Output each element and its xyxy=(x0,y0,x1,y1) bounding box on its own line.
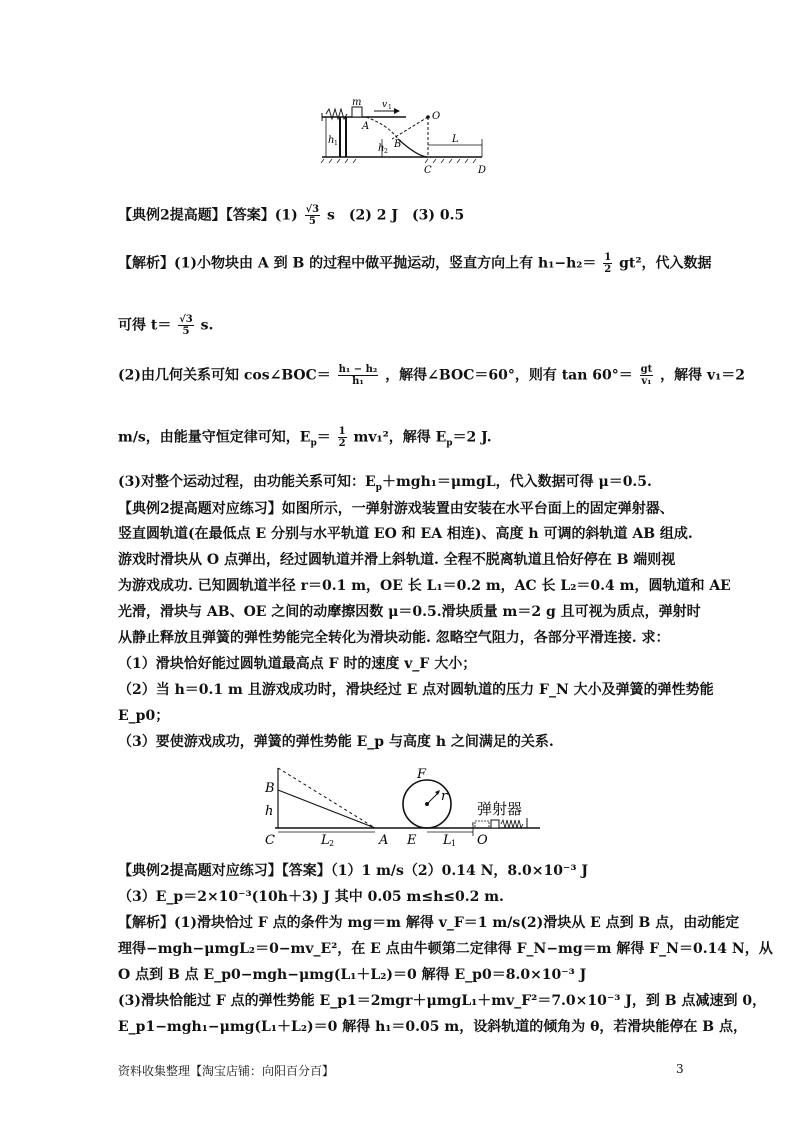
fig2-h: h xyxy=(265,804,274,819)
ex2-para-2: 竖直圆轨道(在最低点 E 分别与水平轨道 EO 和 EA 相连)、高度 h 可调的斜轨道 AB 组成. xyxy=(118,526,693,542)
fig2-A: A xyxy=(379,833,389,848)
fig2-launcher-label: 弹射器 xyxy=(477,800,523,818)
fig1-B: B xyxy=(394,139,402,150)
fig2-E: E xyxy=(407,833,417,848)
ex2-question-2b: E_p0； xyxy=(118,708,170,724)
ex2-solution-3: O 点到 B 点 E_p0−mgh−μmg(L₁＋L₂)＝0 解得 E_p0＝8.0×10⁻³ J xyxy=(118,967,587,983)
fig1-h2-sub: 2 xyxy=(384,148,388,155)
fig1-m: m xyxy=(352,97,362,108)
fig2-r: r xyxy=(441,789,448,804)
fig2-L1: L xyxy=(443,833,452,848)
ex2-para-4: 为游戏成功. 已知圆轨道半径 r＝0.1 m，OE 长 L₁＝0.2 m，AC 长 L₂＝0.4 m，圆轨道和 AE xyxy=(118,578,731,594)
footer-source: 资料收集整理【淘宝店铺：向阳百分百】 xyxy=(118,1064,335,1078)
fig1-O: O xyxy=(432,111,441,122)
ex2-answer-1: 【典例2提高题对应练习】【答案】（1）1 m/s（2）0.14 N，8.0×10⁻³ J xyxy=(118,863,589,879)
fig1-h1: h xyxy=(328,135,335,146)
ex2-question-2: （2）当 h＝0.1 m 且游戏成功时，滑块经过 E 点对圆轨道的压力 F_N 大小及弹簧的弹性势能 xyxy=(118,682,714,698)
figure-projectile xyxy=(318,95,498,177)
fig2-L2: L xyxy=(321,833,330,848)
figure-launcher-track xyxy=(255,760,545,848)
fig1-v: v xyxy=(382,100,388,110)
fig2-B: B xyxy=(265,781,275,796)
ex2-solution-4: (3)滑块恰能过 F 点的弹性势能 E_p1＝2mgr＋μmgL₁＋mv_F²＝7.0×10⁻³ J，到 B 点减速到 0， xyxy=(118,993,767,1009)
fig1-h1-sub: 1 xyxy=(334,140,338,147)
fig1-C: C xyxy=(424,165,432,176)
ex2-para-6: 从静止释放且弹簧的弹性势能完全转化为滑块动能. 忽略空气阻力，各部分平滑连接. 求： xyxy=(118,630,670,646)
fig2-L2-sub: 2 xyxy=(329,839,335,848)
ex1-solution-1: 【解析】(1)小物块由 A 到 B 的过程中做平抛运动，竖直方向上有 h₁−h₂＝ $\frac{1}{2}$ gt²，代入数据 xyxy=(118,252,712,275)
fig2-F: F xyxy=(417,767,427,782)
ex1-solution-1b: 可得 t＝ $\frac{√3}{5}$ s. xyxy=(118,314,214,337)
ex2-para-5: 光滑，滑块与 AB、OE 之间的动摩擦因数 μ＝0.5.滑块质量 m＝2 g 且可视为质点，弹射时 xyxy=(118,604,701,620)
fig1-A: A xyxy=(362,121,370,132)
fig2-L1-sub: 1 xyxy=(451,839,457,848)
page-number: 3 xyxy=(676,1062,684,1076)
fig1-v-sub: 1 xyxy=(388,104,392,111)
ex2-solution-5: E_p1−mgh₁−μmg(L₁＋L₂)＝0 解得 h₁＝0.05 m，设斜轨道的倾角为 θ，若滑块能停在 B 点， xyxy=(118,1019,748,1035)
ex1-solution-3: (3)对整个运动过程，由功能关系可知：$E_p+mgh_1=\mu mgL$，代入数据可得 μ＝0.5. xyxy=(118,474,652,493)
ex1-solution-2b: m/s，由能量守恒定律可知，$E_p=$ $\frac{1}{2}$ mv₁²，解得 $E_p=2$ J. xyxy=(118,426,492,449)
ex2-solution-2: 理得−mgh−μmgL₂＝0−mv_E²，在 E 点由牛顿第二定律得 F_N−mg＝m 解得 F_N＝0.14 N，从 xyxy=(118,941,773,957)
fig1-L: L xyxy=(452,134,459,145)
ex2-para-1: 【典例2提高题对应练习】如图所示，一弹射游戏装置由安装在水平台面上的固定弹射器、 xyxy=(118,501,674,517)
fig1-D: D xyxy=(478,165,487,176)
ex1-answer: 【典例2提高题】【答案】(1) $\frac{√3}{5}$ s (2) 2 J (3) 0.5 xyxy=(118,204,465,227)
ex2-question-1: （1）滑块恰好能过圆轨道最高点 F 时的速度 v_F 大小； xyxy=(118,656,477,672)
ex1-solution-2: (2)由几何关系可知 cos∠BOC＝ $\frac{\text{h₁ − h₂}}{\text{h₁}}$ ，解得∠BOC＝60°，则有 tan 60°＝ $\frac{gt}{\text{v₁}}$ ，解得 v₁＝2 xyxy=(118,364,746,387)
fig1-h2: h xyxy=(378,143,385,154)
ex2-answer-2: （3）E_p＝2×10⁻³(10h＋3) J 其中 0.05 m≤h≤0.2 m. xyxy=(118,889,504,905)
ex2-question-3: （3）要使游戏成功，弹簧的弹性势能 E_p 与高度 h 之间满足的关系. xyxy=(118,734,554,750)
ex2-para-3: 游戏时滑块从 O 点弹出，经过圆轨道并滑上斜轨道. 全程不脱离轨道且恰好停在 B 端则视 xyxy=(118,552,676,568)
fig2-O: O xyxy=(477,833,488,848)
ex2-solution-1: 【解析】(1)滑块恰过 F 点的条件为 mg＝m 解得 v_F＝1 m/s(2)滑块从 E 点到 B 点，由动能定 xyxy=(118,915,740,931)
fig2-C: C xyxy=(265,833,275,848)
